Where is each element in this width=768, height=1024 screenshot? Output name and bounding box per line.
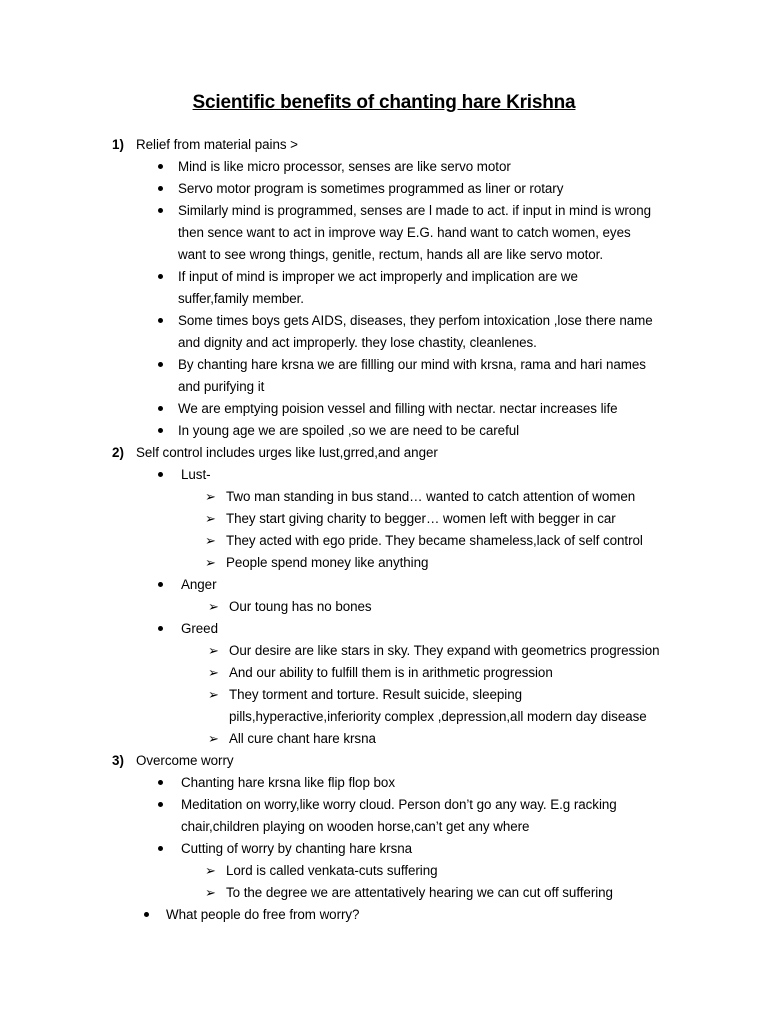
list-item: What people do free from worry? xyxy=(166,907,360,922)
bullet-dot xyxy=(158,186,163,191)
list-item-continuation: chair,children playing on wooden horse,can’t get any where xyxy=(181,819,530,834)
bullet-dot xyxy=(158,472,163,477)
list-item-continuation: suffer,family member. xyxy=(178,291,304,306)
sub-list-item: Our desire are like stars in sky. They expand with geometrics progression xyxy=(229,643,660,658)
arrow-bullet-icon: ➢ xyxy=(208,687,219,702)
list-item: Mind is like micro processor, senses are like servo motor xyxy=(178,159,511,174)
arrow-bullet-icon: ➢ xyxy=(205,489,216,504)
sub-list-item: To the degree we are attentatively hearing we can cut off suffering xyxy=(226,885,613,900)
section-heading: Overcome worry xyxy=(136,753,234,768)
arrow-bullet-icon: ➢ xyxy=(205,863,216,878)
bullet-dot xyxy=(158,846,163,851)
bullet-dot xyxy=(158,208,163,213)
arrow-bullet-icon: ➢ xyxy=(208,731,219,746)
arrow-bullet-icon: ➢ xyxy=(205,885,216,900)
bullet-dot xyxy=(158,274,163,279)
list-item: Some times boys gets AIDS, diseases, they perfom intoxication ,lose there name xyxy=(178,313,653,328)
section-heading: Relief from material pains > xyxy=(136,137,298,152)
sub-list-item: They start giving charity to begger… women left with begger in car xyxy=(226,511,616,526)
list-item-continuation: and dignity and act improperly. they lose chastity, cleanlenes. xyxy=(178,335,537,350)
arrow-bullet-icon: ➢ xyxy=(205,511,216,526)
list-item: Lust- xyxy=(181,467,211,482)
list-item: Meditation on worry,like worry cloud. Person don’t go any way. E.g racking xyxy=(181,797,617,812)
sub-list-item: Two man standing in bus stand… wanted to catch attention of women xyxy=(226,489,636,504)
bullet-dot xyxy=(144,912,149,917)
arrow-bullet-icon: ➢ xyxy=(205,533,216,548)
list-item: By chanting hare krsna we are fillling our mind with krsna, rama and hari names xyxy=(178,357,646,372)
sub-list-item: People spend money like anything xyxy=(226,555,429,570)
sub-list-item: All cure chant hare krsna xyxy=(229,731,376,746)
section-number: 3) xyxy=(112,753,124,768)
bullet-dot xyxy=(158,406,163,411)
arrow-bullet-icon: ➢ xyxy=(208,643,219,658)
list-item: Similarly mind is programmed, senses are l made to act. if input in mind is wrong xyxy=(178,203,651,218)
list-item-continuation: want to see wrong things, genitle, rectum, hands all are like servo motor. xyxy=(178,247,604,262)
sub-list-item: Our toung has no bones xyxy=(229,599,372,614)
arrow-bullet-icon: ➢ xyxy=(208,665,219,680)
list-item: We are emptying poision vessel and filling with nectar. nectar increases life xyxy=(178,401,618,416)
list-item: Greed xyxy=(181,621,218,636)
list-item: Chanting hare krsna like flip flop box xyxy=(181,775,395,790)
list-item: Cutting of worry by chanting hare krsna xyxy=(181,841,413,856)
sub-list-item: And our ability to fulfill them is in arithmetic progression xyxy=(229,665,553,680)
bullet-dot xyxy=(158,428,163,433)
list-item-continuation: then sence want to act in improve way E.G. hand want to catch women, eyes xyxy=(178,225,631,240)
list-item: Anger xyxy=(181,577,217,592)
list-item-continuation: and purifying it xyxy=(178,379,265,394)
arrow-bullet-icon: ➢ xyxy=(208,599,219,614)
page-title: Scientific benefits of chanting hare Krishna xyxy=(192,92,576,113)
sub-list-item: They acted with ego pride. They became shameless,lack of self control xyxy=(226,533,643,548)
section-number: 2) xyxy=(112,445,124,460)
sub-list-item: Lord is called venkata-cuts suffering xyxy=(226,863,438,878)
bullet-dot xyxy=(158,802,163,807)
bullet-dot xyxy=(158,318,163,323)
section-number: 1) xyxy=(112,137,124,152)
bullet-dot xyxy=(158,780,163,785)
sub-list-item: They torment and torture. Result suicide, sleeping xyxy=(229,687,522,702)
bullet-dot xyxy=(158,582,163,587)
section-heading: Self control includes urges like lust,grred,and anger xyxy=(136,445,438,460)
arrow-bullet-icon: ➢ xyxy=(205,555,216,570)
bullet-dot xyxy=(158,626,163,631)
bullet-dot xyxy=(158,164,163,169)
sub-list-item-continuation: pills,hyperactive,inferiority complex ,depression,all modern day disease xyxy=(229,709,647,724)
bullet-dot xyxy=(158,362,163,367)
list-item: Servo motor program is sometimes programmed as liner or rotary xyxy=(178,181,564,196)
list-item: In young age we are spoiled ,so we are need to be careful xyxy=(178,423,520,438)
list-item: If input of mind is improper we act improperly and implication are we xyxy=(178,269,578,284)
